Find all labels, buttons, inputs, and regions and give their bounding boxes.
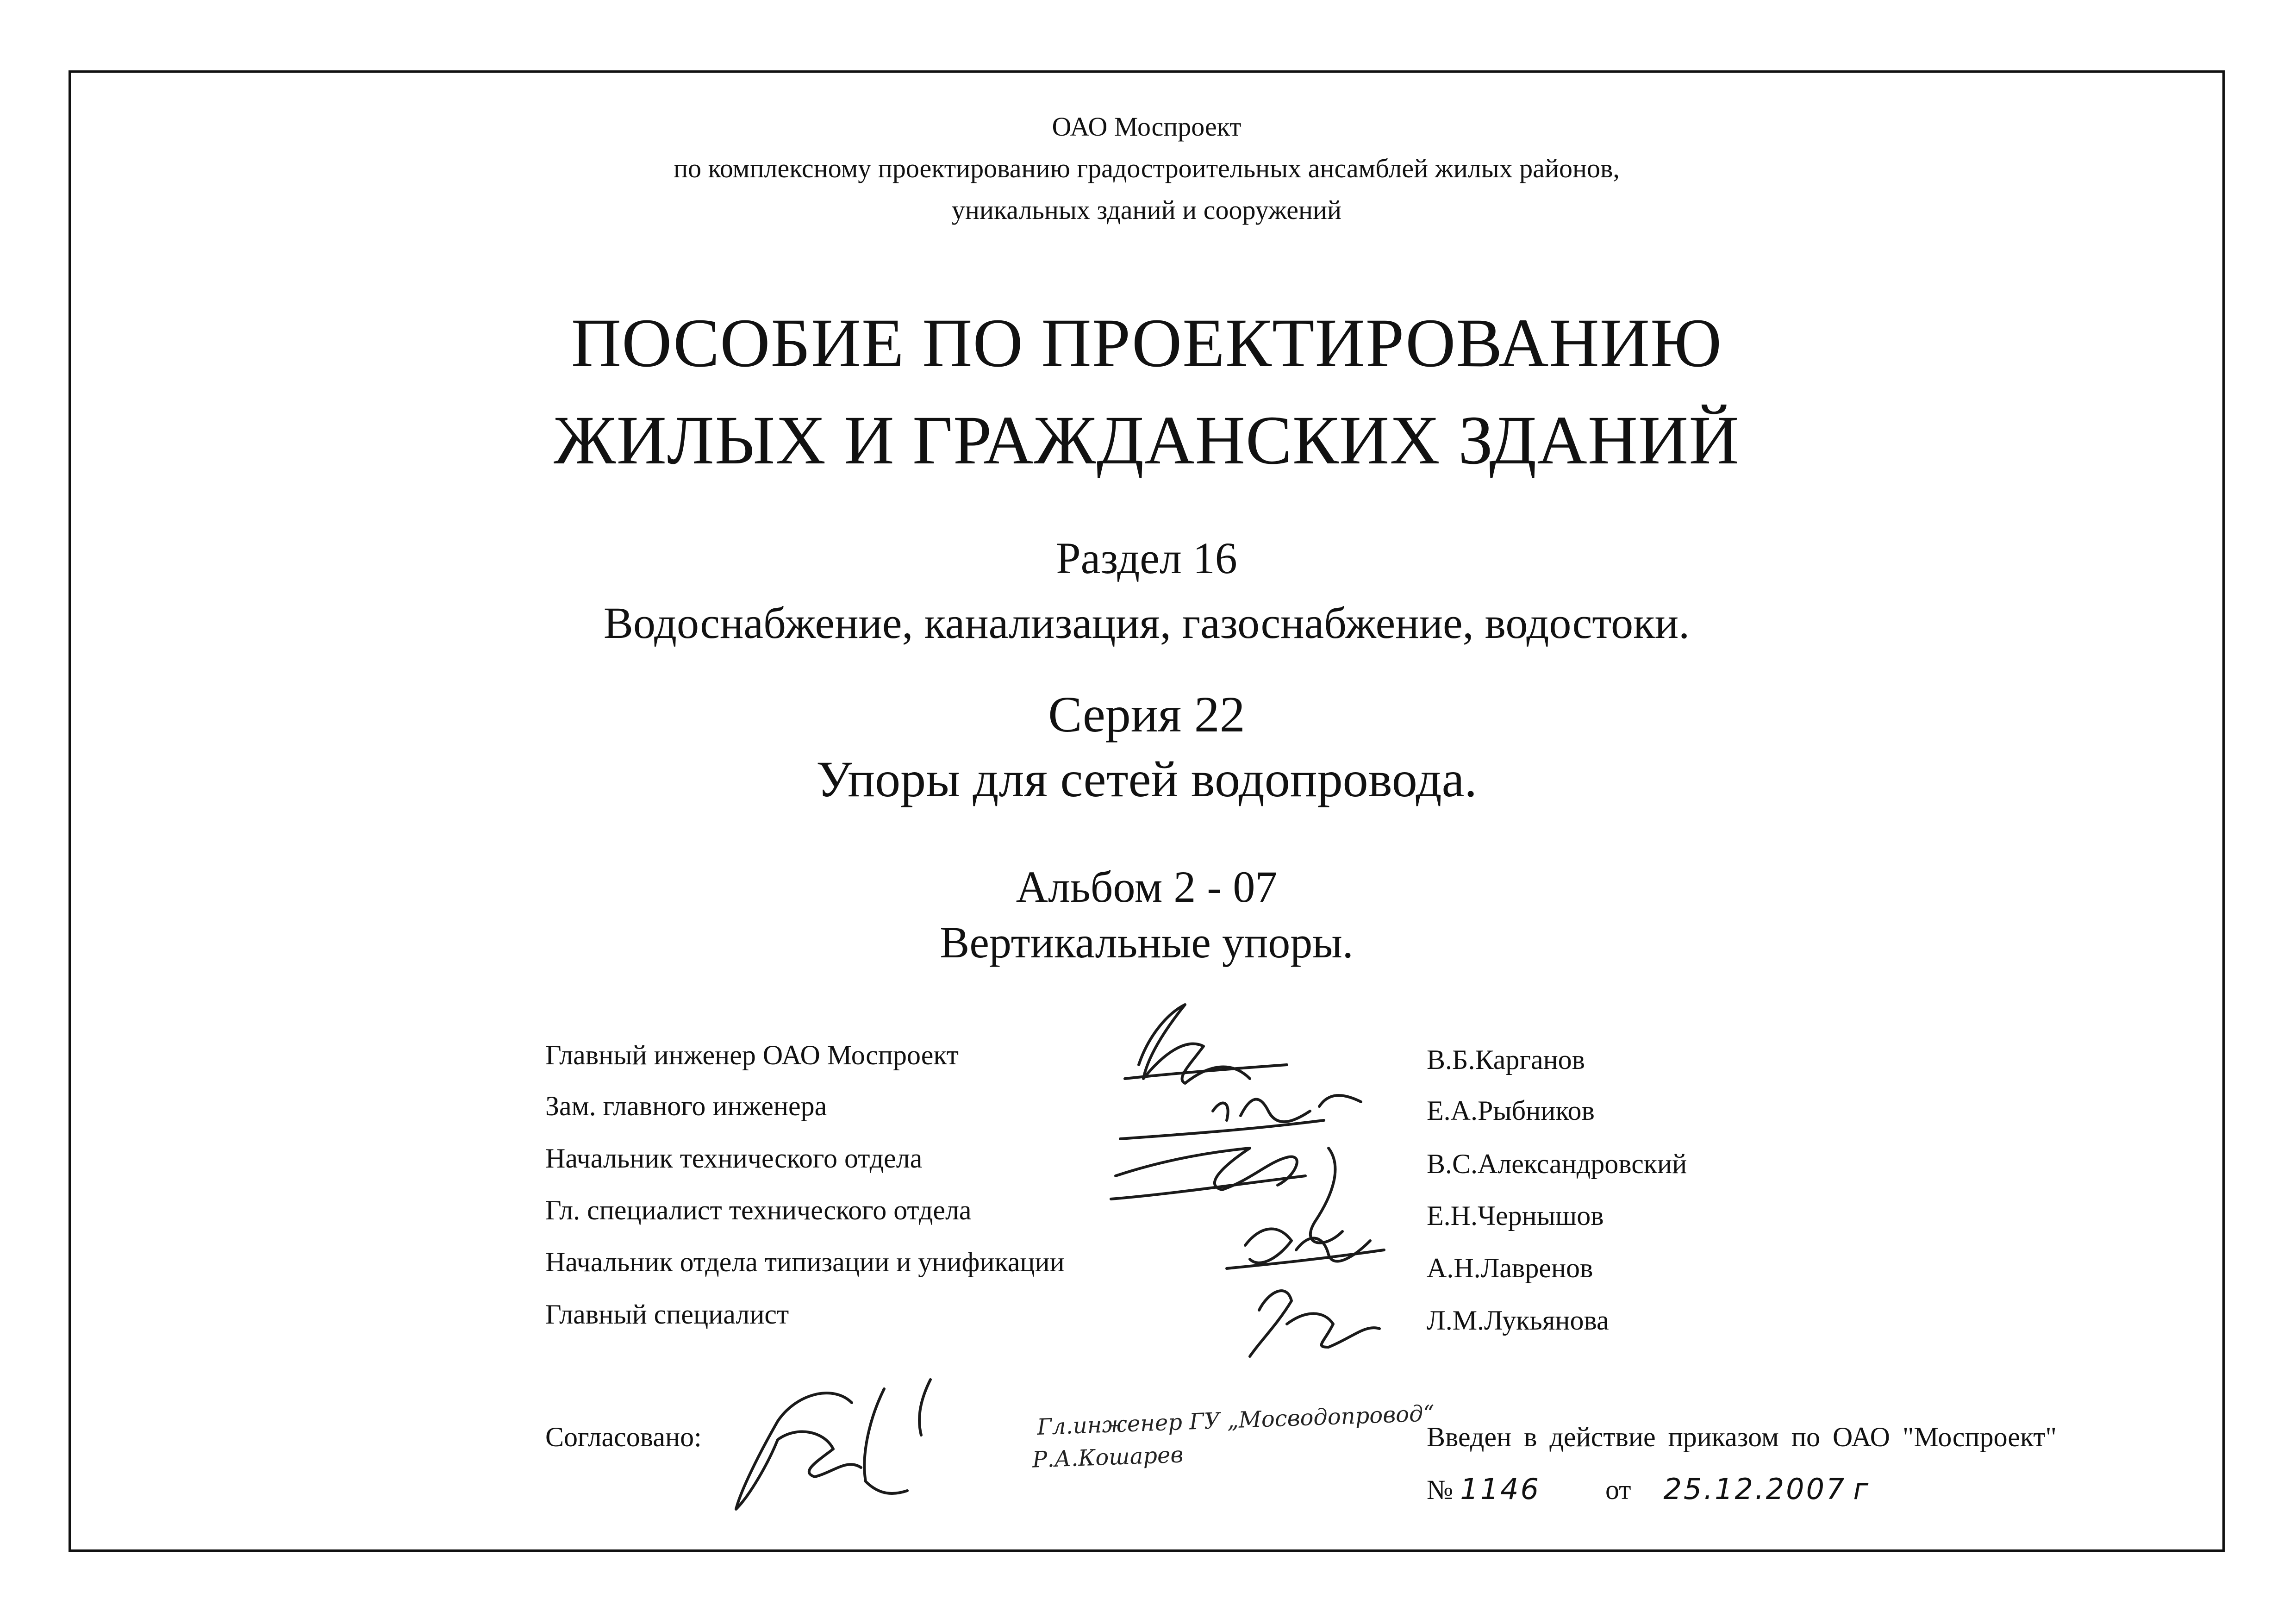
agreed-label: Согласовано: bbox=[545, 1422, 702, 1452]
handwritten-approver-title: Гл.инженер ГУ „Мосводопровод“ bbox=[1036, 1400, 1435, 1440]
signatory-role: Гл. специалист технического отдела bbox=[545, 1195, 972, 1225]
document-title-line1: ПОСОБИЕ ПО ПРОЕКТИРОВАНИЮ bbox=[571, 305, 1722, 381]
signatory-name: В.С.Александровский bbox=[1427, 1149, 1687, 1179]
organization-description-line2: уникальных зданий и сооружений bbox=[951, 195, 1342, 225]
order-number-line bbox=[1427, 1472, 1870, 1506]
order-date-suffix: г bbox=[1853, 1472, 1871, 1506]
signatory-name: Е.А.Рыбников bbox=[1427, 1095, 1595, 1126]
document-title-line2: ЖИЛЫХ И ГРАЖДАНСКИХ ЗДАНИЙ bbox=[554, 402, 1740, 479]
order-date-value: 25.12.2007 bbox=[1663, 1472, 1847, 1506]
organization-description-line1: по комплексному проектированию градостроительных ансамблей жилых районов, bbox=[674, 153, 1620, 183]
order-number-label: № bbox=[1427, 1474, 1454, 1505]
album-name: Вертикальные упоры. bbox=[940, 918, 1354, 967]
organization-name: ОАО Моспроект bbox=[1052, 112, 1242, 142]
page-frame bbox=[69, 70, 2225, 1552]
signatory-role: Начальник отдела типизации и унификации bbox=[545, 1247, 1065, 1277]
signatory-role: Зам. главного инженера bbox=[545, 1091, 827, 1121]
order-date-label: от bbox=[1605, 1474, 1631, 1505]
section-number: Раздел 16 bbox=[1056, 533, 1237, 583]
signatory-role: Главный специалист bbox=[545, 1299, 789, 1330]
signatory-name: В.Б.Карганов bbox=[1427, 1044, 1585, 1075]
signatory-name: Е.Н.Чернышов bbox=[1427, 1200, 1604, 1231]
order-text: Введен в действие приказом по ОАО "Моспроект" bbox=[1427, 1422, 2057, 1452]
series-name: Упоры для сетей водопровода. bbox=[816, 751, 1477, 807]
series-number: Серия 22 bbox=[1048, 686, 1245, 743]
album-number: Альбом 2 - 07 bbox=[1016, 862, 1278, 912]
handwritten-approver-name: Р.А.Кошарев bbox=[1032, 1442, 1184, 1473]
signatory-role: Начальник технического отдела bbox=[545, 1143, 923, 1174]
signatory-role: Главный инженер ОАО Моспроект bbox=[545, 1040, 959, 1070]
section-name: Водоснабжение, канализация, газоснабжение, водостоки. bbox=[603, 598, 1690, 648]
order-number-value: 1146 bbox=[1460, 1472, 1541, 1506]
signatory-name: Л.М.Лукьянова bbox=[1427, 1305, 1609, 1336]
signatory-name: А.Н.Лавренов bbox=[1427, 1253, 1593, 1283]
